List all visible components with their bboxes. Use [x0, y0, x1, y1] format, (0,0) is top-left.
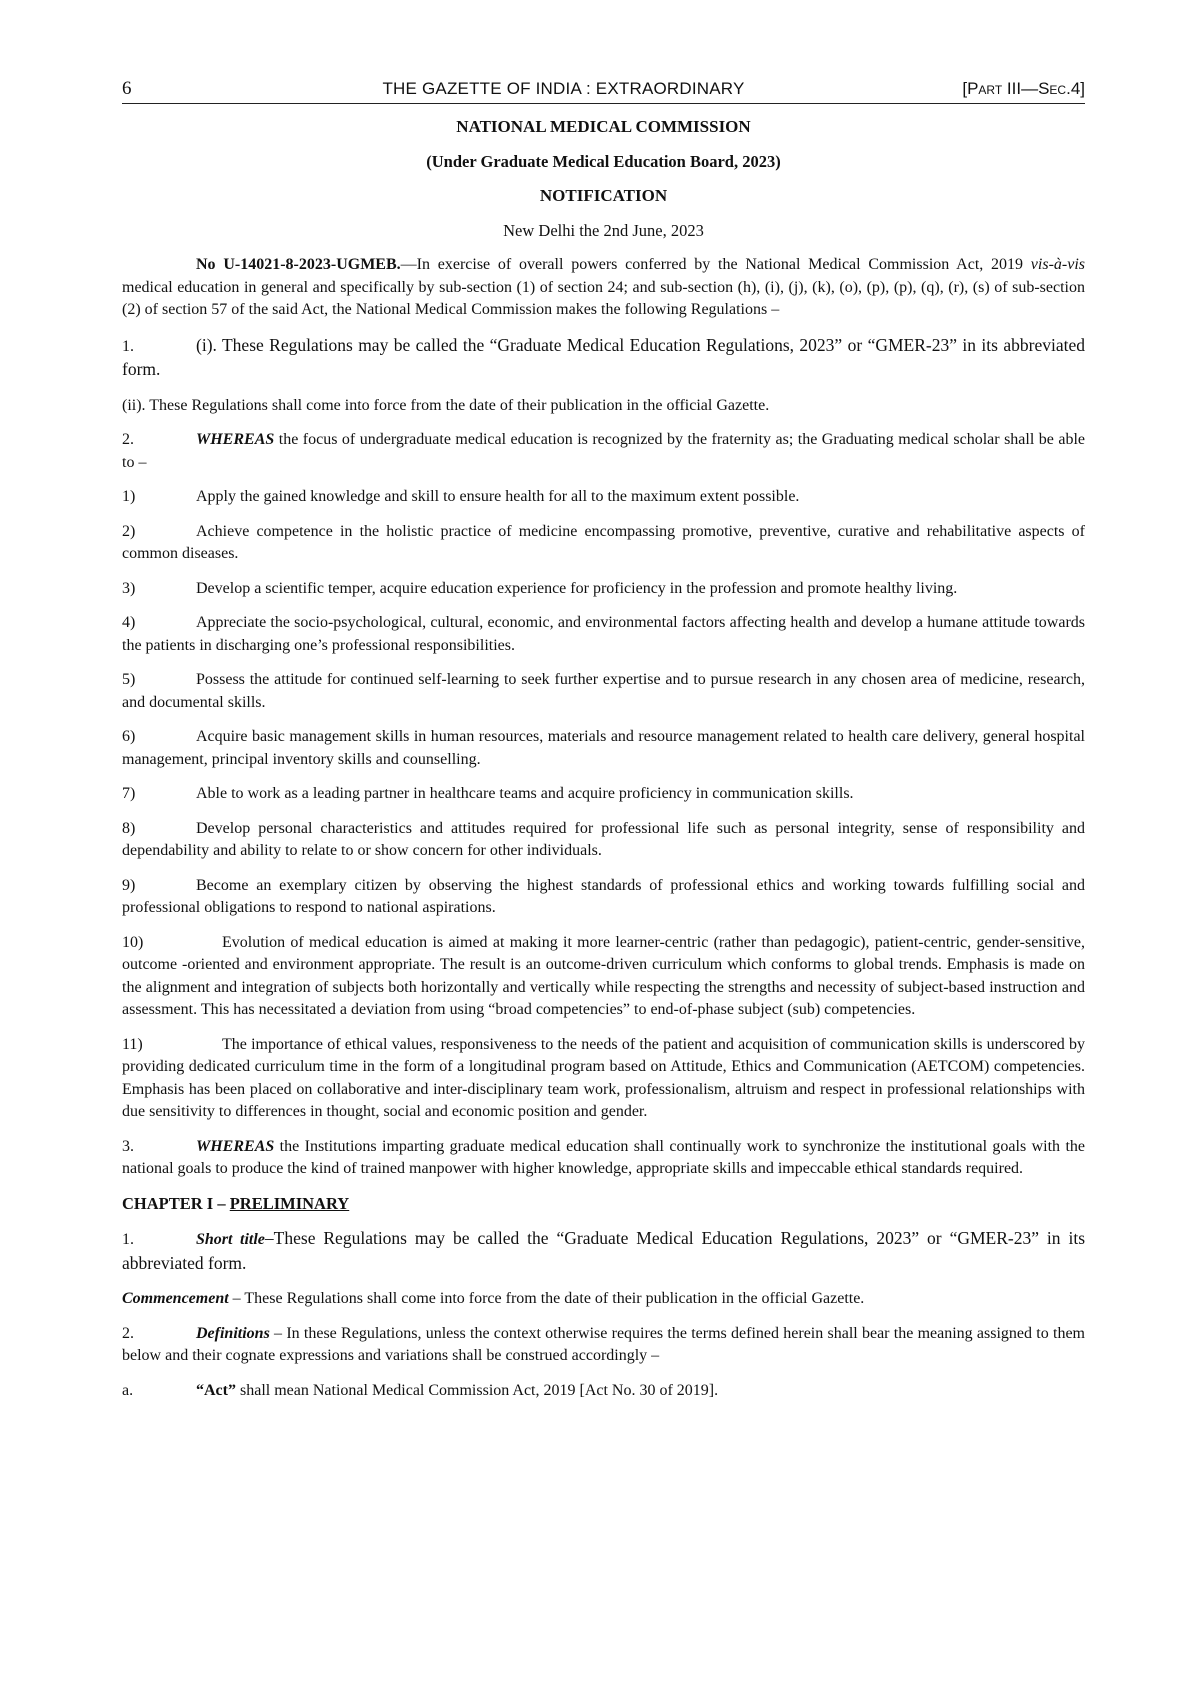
- clause-2: [122, 429, 1085, 474]
- clause-1-ii: (ii). These Regulations shall come into force from the date of their publication in the official Gazette.: [122, 396, 770, 414]
- gazette-page: [122, 78, 1085, 1402]
- list-item-text: Develop a scientific temper, acquire education experience for proficiency in the profession and promote healthy living.: [196, 579, 958, 597]
- clause-2-lead: WHEREAS: [196, 431, 275, 448]
- list-item: [122, 612, 1085, 657]
- list-item-number: 9): [122, 876, 136, 894]
- chapter-prefix: CHAPTER I –: [122, 1193, 230, 1213]
- list-item-text: Possess the attitude for continued self-learning to seek further expertise and to pursue research in any chosen area of medicine, research, and documental skills.: [122, 671, 1085, 711]
- list-item-number: 2): [122, 522, 136, 540]
- list-item-text: Become an exemplary citizen by observing the highest standards of professional ethics and working towards fulfilling social and professional obligations to respond to national aspirations.: [122, 876, 1085, 916]
- list-item: [122, 783, 1085, 806]
- list-item-text: Appreciate the socio-psychological, cultural, economic, and environmental factors affecting health and develop a humane attitude towards the patients in discharging one’s professional responsibilities.: [122, 614, 1085, 654]
- clause-3-lead: WHEREAS: [196, 1137, 275, 1155]
- list-item-number: 8): [122, 819, 136, 837]
- list-item-number: 5): [122, 671, 136, 688]
- objectives-list: [122, 486, 1085, 1124]
- list-item-text: Able to work as a leading partner in healthcare teams and acquire proficiency in communication skills.: [196, 785, 854, 802]
- short-title-text: –These Regulations may be called the “Graduate Medical Education Regulations, 2023” or “GMER-23” in its abbreviated form.: [122, 1228, 1086, 1273]
- short-title-clause: [122, 1227, 1085, 1276]
- definitions-label: Definitions: [196, 1324, 270, 1342]
- short-title-label: Short title: [196, 1231, 265, 1248]
- commencement-label: Commencement: [122, 1290, 229, 1307]
- commencement-clause: [122, 1288, 1085, 1311]
- list-item-text: The importance of ethical values, responsiveness to the needs of the patient and acquisition of communication skills is underscored by providing dedicated curriculum time in the form of a longitudinal program based on Attitude, Ethics and Communication (AETCOM) competencies. Emphasis has been placed on collaborative and inter-disciplinary team work, professionalism, altruism and respect in professional relationships with due sensitivity to differences in thought, social and economic position and gender.: [122, 1035, 1085, 1120]
- list-item: [122, 1034, 1085, 1124]
- page-number: 6: [122, 78, 132, 99]
- list-item-text: Evolution of medical education is aimed at making it more learner-centric (rather than pedagogic), patient-centric, gender-sensitive, outcome -oriented and environment appropriate. The result is an outcome-driven curriculum which conforms to global trends. Emphasis is made on the alignment and integration of subjects both horizontally and vertically while respecting the strengths and necessity of subject-based instruction and assessment. This has necessitated a deviation from using “broad competencies” to end-of-phase subject (sub) competencies.: [122, 933, 1085, 1018]
- list-item: [122, 521, 1085, 566]
- clause-1-text: (i). These Regulations may be called the “Graduate Medical Education Regulations, 2023” or “GMER-23” in its abbreviated form.: [122, 334, 1085, 379]
- definitions-number: 2.: [122, 1324, 134, 1342]
- preamble-ref: No U-14021-8-2023-UGMEB.: [196, 256, 401, 273]
- commencement-text: – These Regulations shall come into force from the date of their publication in the official Gazette.: [228, 1290, 865, 1307]
- gazette-title: THE GAZETTE OF INDIA : EXTRAORDINARY: [382, 79, 745, 98]
- list-item-number: 11): [122, 1035, 143, 1053]
- list-item: [122, 818, 1085, 863]
- list-item-text: Develop personal characteristics and attitudes required for professional life such as personal integrity, sense of responsibility and dependability and ability to relate to or show concern for other individuals.: [122, 819, 1085, 859]
- org-title: NATIONAL MEDICAL COMMISSION: [456, 117, 751, 136]
- list-item-number: 7): [122, 785, 136, 802]
- clause-3-number: 3.: [122, 1137, 134, 1155]
- definition-a-text: shall mean National Medical Commission Act, 2019 [Act No. 30 of 2019].: [235, 1381, 719, 1399]
- chapter-title: PRELIMINARY: [229, 1193, 350, 1213]
- clause-2-text: the focus of undergraduate medical education is recognized by the fraternity as; the Graduating medical scholar shall be able to –: [122, 431, 1085, 471]
- chapter-heading: [122, 1193, 1085, 1216]
- definition-a-letter: a.: [122, 1381, 134, 1399]
- list-item-number: 6): [122, 728, 136, 745]
- list-item: [122, 932, 1085, 1022]
- part-section: [Part III—Sec.4]: [962, 79, 1085, 98]
- definition-a-term: “Act”: [196, 1381, 236, 1399]
- notification-date: New Delhi the 2nd June, 2023: [503, 220, 704, 240]
- list-item: [122, 726, 1085, 771]
- clause-3-text: the Institutions imparting graduate medical education shall continually work to synchronize the institutional goals with the national goals to produce the kind of trained manpower with higher knowledge, appropriate skills and impeccable ethical standards required.: [122, 1137, 1085, 1177]
- list-item-number: 3): [122, 579, 136, 597]
- definitions-text: – In these Regulations, unless the context otherwise requires the terms defined herein shall bear the meaning assigned to them below and their cognate expressions and variations shall be construed accordingly –: [122, 1324, 1085, 1364]
- clause-1: [122, 334, 1085, 383]
- preamble-vis: vis-à-vis: [1030, 256, 1085, 273]
- clause-2-number: 2.: [122, 431, 134, 448]
- clause-3: [122, 1136, 1085, 1181]
- preamble-text-b: medical education in general and specifically by sub-section (1) of section 24; and sub-section (h), (i), (j), (k), (o), (p), (p), (q), (r), (s) of sub-section (2) of section 57 of the said Act, the National Medical Commission makes the following Regulations –: [122, 278, 1085, 318]
- list-item-number: 4): [122, 614, 136, 631]
- list-item-text: Achieve competence in the holistic practice of medicine encompassing promotive, preventive, curative and rehabilitative aspects of common diseases.: [122, 522, 1085, 562]
- preamble-text-a: —In exercise of overall powers conferred by the National Medical Commission Act, 2019: [400, 256, 1031, 273]
- list-item-text: Acquire basic management skills in human resources, materials and resource management related to health care delivery, general hospital management, principal inventory skills and counselling.: [122, 728, 1085, 768]
- list-item-number: 10): [122, 933, 144, 951]
- list-item: [122, 578, 1085, 601]
- list-item-number: 1): [122, 488, 136, 505]
- short-title-number: 1.: [122, 1231, 134, 1248]
- list-item-text: Apply the gained knowledge and skill to ensure health for all to the maximum extent possible.: [196, 488, 800, 505]
- notification-title: NOTIFICATION: [539, 186, 668, 205]
- clause-1-number: 1.: [122, 337, 134, 355]
- page-header: [122, 78, 1085, 104]
- list-item: [122, 669, 1085, 714]
- definition-a: [122, 1380, 1085, 1403]
- preamble: [122, 254, 1085, 322]
- list-item: [122, 875, 1085, 920]
- definitions-clause: [122, 1323, 1085, 1368]
- board-title: (Under Graduate Medical Education Board, 2023): [426, 151, 781, 171]
- list-item: [122, 486, 1085, 509]
